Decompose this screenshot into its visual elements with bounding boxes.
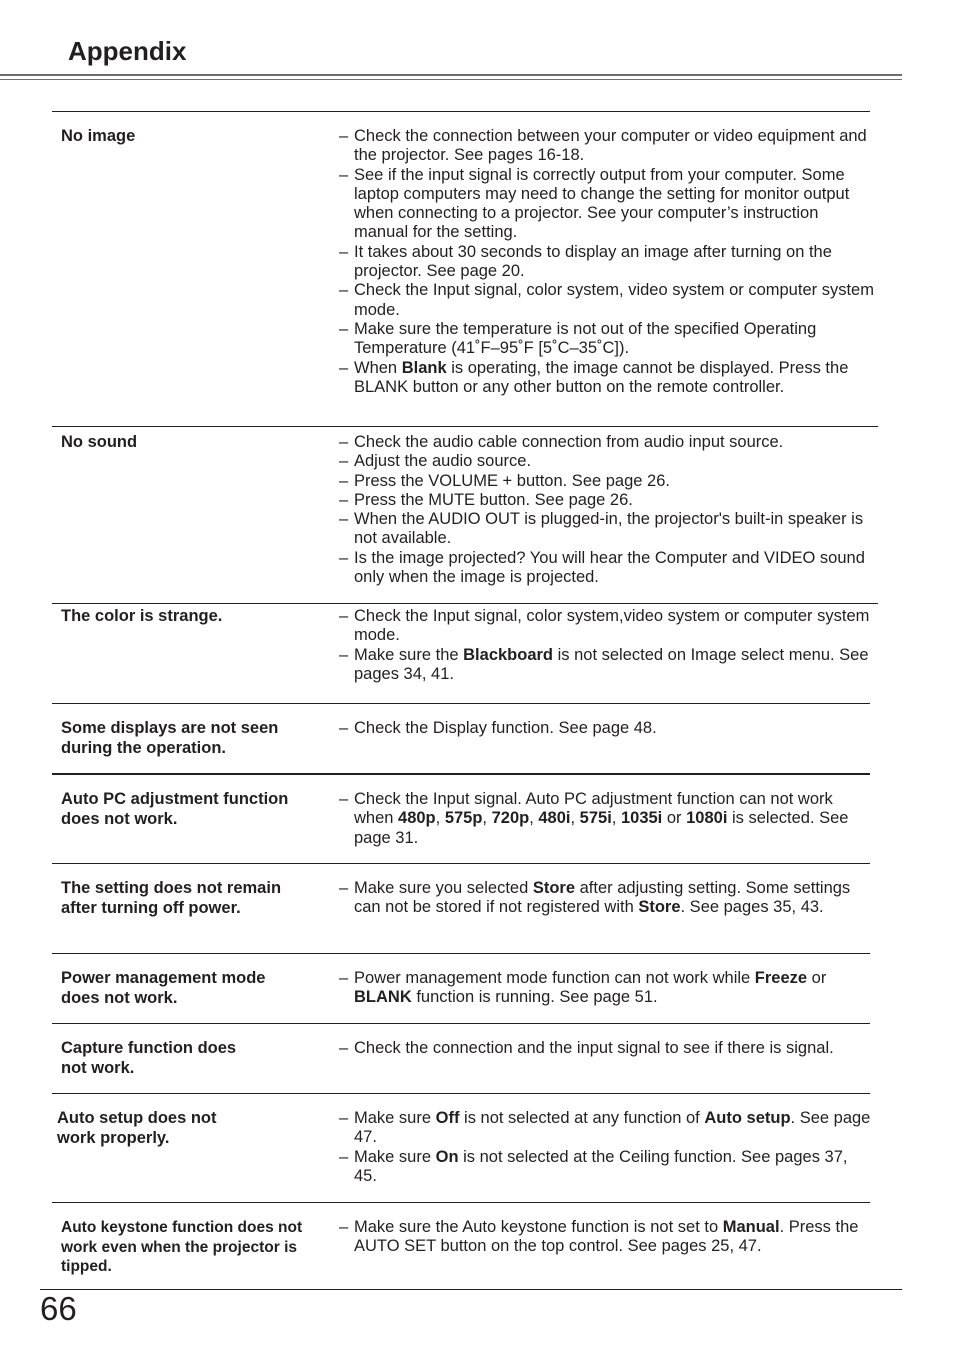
emphasis-text: 1035i <box>620 809 663 828</box>
remedy-text: Make sure <box>354 1147 436 1166</box>
remedy-text: Power management mode function can not work while <box>354 969 755 987</box>
remedy-text: is operating, the image cannot be displayed. Press the BLANK button or any other button on the remote controller. <box>354 358 849 396</box>
remedy-text: Make sure you selected <box>354 879 533 897</box>
bullet-dash: – <box>339 358 349 377</box>
bullet-dash: – <box>339 879 349 897</box>
row-divider <box>52 603 878 604</box>
remedy-text: is not selected at the Ceiling function. See pages 37, 45. <box>354 1147 848 1185</box>
remedy-text: Make sure the Auto keystone function is not set to <box>354 1218 723 1236</box>
row-divider <box>52 953 870 954</box>
header-rule <box>0 74 902 76</box>
emphasis-text: 480i <box>538 809 571 828</box>
problem-label: No sound <box>61 433 138 451</box>
bullet-dash: – <box>339 433 349 451</box>
remedy-text: or <box>807 969 827 987</box>
remedy-text: See if the input signal is correctly output from your computer. Some laptop computers may need to change the setting for monitor output when connecting to a projector. See your computer’s instruction manual for the setting. <box>354 165 850 242</box>
bullet-dash: – <box>339 319 349 338</box>
remedy-list <box>339 1109 874 1186</box>
remedy-text: Adjust the audio source. <box>354 452 532 471</box>
bullet-dash: – <box>339 719 349 737</box>
remedy-list <box>339 719 874 738</box>
problem-label: Capture function does not work. <box>61 1039 237 1077</box>
bullet-dash: – <box>339 1218 349 1236</box>
remedy-text: Make sure <box>354 1109 436 1127</box>
remedy-text: function is running. See page 51. <box>411 988 658 1007</box>
remedy-text: , <box>529 809 539 828</box>
remedy-text: When <box>354 358 402 377</box>
remedy-list <box>339 790 874 848</box>
remedy-text: Is the image projected? You will hear the Computer and VIDEO sound only when the image is projected. <box>354 548 865 587</box>
emphasis-text: On <box>435 1147 459 1166</box>
remedy-text: after adjusting setting. Some settings can not be stored if not registered with <box>354 879 851 917</box>
bullet-dash: – <box>339 242 349 261</box>
emphasis-text: Manual <box>722 1218 780 1236</box>
row-divider <box>52 111 870 112</box>
remedy-text: . See page 47. <box>354 1109 871 1147</box>
remedy-item <box>339 607 874 646</box>
bullet-dash: – <box>339 548 349 567</box>
remedy-item <box>339 969 874 1008</box>
problem-label: The color is strange. <box>61 607 223 625</box>
emphasis-text: Store <box>532 879 576 897</box>
remedy-list <box>339 127 874 397</box>
emphasis-text: 575p <box>444 809 483 828</box>
bullet-dash: – <box>339 165 349 184</box>
emphasis-text: Blackboard <box>463 645 554 664</box>
remedy-text: Check the connection and the input signal to see if there is signal. <box>354 1039 834 1057</box>
remedy-text: Check the Input signal, color system, video system or computer system mode. <box>354 281 874 319</box>
emphasis-text: Freeze <box>754 969 808 987</box>
problem-label: Power management mode does not work. <box>61 969 266 1007</box>
remedy-list <box>339 969 874 1008</box>
remedy-text: is not selected at any function of <box>459 1109 705 1127</box>
remedy-text: , <box>611 809 621 828</box>
row-divider <box>52 703 870 704</box>
remedy-text: Press the VOLUME + button. See page 26. <box>354 471 670 490</box>
remedy-text: , <box>482 809 492 828</box>
remedy-list <box>339 607 874 684</box>
remedy-item <box>339 359 874 398</box>
bullet-dash: – <box>339 281 349 300</box>
remedy-item <box>339 433 874 452</box>
bullet-dash: – <box>339 510 349 529</box>
bullet-dash: – <box>339 127 349 145</box>
remedy-item <box>339 281 874 320</box>
problem-label: Some displays are not seen during the operation. <box>61 719 279 757</box>
remedy-item <box>339 879 874 918</box>
remedy-text: is not selected on Image select menu. See pages 34, 41. <box>354 645 869 683</box>
bullet-dash: – <box>339 607 349 625</box>
remedy-text: It takes about 30 seconds to display an image after turning on the projector. See page 20. <box>354 242 832 281</box>
bullet-dash: – <box>339 645 349 664</box>
remedy-text: Make sure the temperature is not out of the specified Operating Temperature (41˚F–95˚F [5˚C–35˚C]). <box>354 319 817 358</box>
problem-label: Auto setup does not work properly. <box>57 1109 217 1147</box>
emphasis-text: Store <box>638 898 681 917</box>
remedy-text: Check the audio cable connection from audio input source. <box>354 433 784 451</box>
bullet-dash: – <box>339 490 349 509</box>
emphasis-text: Auto setup <box>704 1109 791 1127</box>
header-rule <box>0 79 902 80</box>
row-divider <box>52 773 870 775</box>
remedy-item <box>339 1218 874 1257</box>
bullet-dash: – <box>339 1147 349 1166</box>
problem-label: Auto keystone function does not work even when the projector is tipped. <box>61 1219 303 1275</box>
remedy-text: When the AUDIO OUT is plugged-in, the projector's built-in speaker is not available. <box>354 510 864 548</box>
remedy-text: . See pages 35, 43. <box>680 898 824 917</box>
remedy-text: Check the connection between your computer or video equipment and the projector. See pages 16-18. <box>354 127 867 165</box>
remedy-item <box>339 510 874 549</box>
emphasis-text: 1080i <box>686 809 728 828</box>
remedy-text: . Press the AUTO SET button on the top control. See pages 25, 47. <box>354 1218 859 1256</box>
remedy-item <box>339 320 874 359</box>
remedy-item <box>339 719 874 738</box>
bullet-dash: – <box>339 1039 349 1057</box>
emphasis-text: 720p <box>491 809 530 828</box>
remedy-item <box>339 243 874 282</box>
bullet-dash: – <box>339 969 349 987</box>
bullet-dash: – <box>339 452 349 471</box>
remedy-text: Check the Display function. See page 48. <box>354 719 657 737</box>
remedy-item <box>339 127 874 166</box>
emphasis-text: BLANK <box>354 988 412 1007</box>
remedy-text: Check the Input signal, color system,video system or computer system mode. <box>354 607 870 645</box>
remedy-text: Make sure the <box>354 645 464 664</box>
remedy-item <box>339 646 874 685</box>
remedy-list <box>339 879 874 918</box>
remedy-item <box>339 549 874 588</box>
remedy-item <box>339 452 874 471</box>
remedy-list <box>339 1039 874 1058</box>
remedy-item <box>339 1039 874 1058</box>
emphasis-text: 575i <box>579 809 612 828</box>
remedy-text: , <box>435 809 445 828</box>
page-number: 66 <box>40 1290 77 1327</box>
remedy-item <box>339 166 874 243</box>
remedy-text: Press the MUTE button. See page 26. <box>354 490 633 509</box>
remedy-list <box>339 433 874 587</box>
problem-label: No image <box>61 127 136 145</box>
bullet-dash: – <box>339 1109 349 1127</box>
problem-label: Auto PC adjustment function does not work. <box>61 790 289 828</box>
emphasis-text: Off <box>435 1109 460 1127</box>
remedy-item <box>339 472 874 491</box>
row-divider <box>52 1093 870 1094</box>
emphasis-text: Blank <box>401 358 447 377</box>
row-divider <box>52 1023 870 1024</box>
remedy-text: , <box>570 809 580 828</box>
remedy-item <box>339 1109 874 1148</box>
remedy-text: or <box>662 809 687 828</box>
bullet-dash: – <box>339 471 349 490</box>
remedy-item <box>339 491 874 510</box>
problem-label: The setting does not remain after turning off power. <box>61 879 282 917</box>
row-divider <box>52 426 878 427</box>
page-title: Appendix <box>68 36 187 66</box>
row-divider <box>52 863 870 864</box>
row-divider <box>52 1202 870 1203</box>
remedy-item <box>339 790 874 848</box>
remedy-text: Check the Input signal. Auto PC adjustment function can not work when <box>354 790 833 828</box>
emphasis-text: 480p <box>398 809 436 828</box>
footer-rule <box>40 1289 902 1290</box>
remedy-list <box>339 1218 874 1257</box>
remedy-text: is selected. See page 31. <box>354 809 849 847</box>
bullet-dash: – <box>339 790 349 808</box>
remedy-item <box>339 1148 874 1187</box>
